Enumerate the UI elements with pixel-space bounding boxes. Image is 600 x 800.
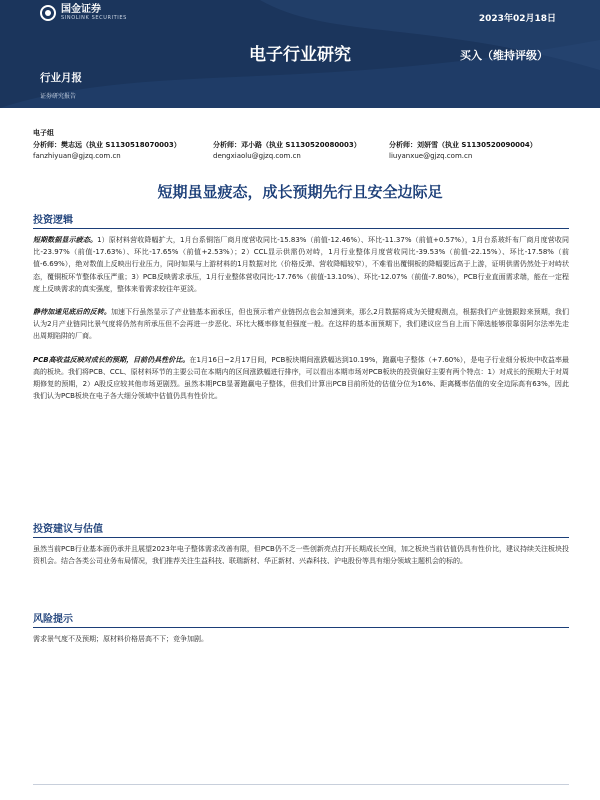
paragraph-lead: 短期数据显示疲态。 bbox=[33, 236, 98, 244]
analyst-email[interactable]: dengxiaolu@gjzq.com.cn bbox=[213, 152, 301, 160]
report-header bbox=[0, 0, 600, 108]
report-date: 2023年02月18日 bbox=[478, 14, 556, 24]
logo-circle-icon bbox=[40, 5, 56, 21]
paragraph bbox=[33, 354, 569, 403]
footer-divider bbox=[33, 784, 569, 785]
paragraph bbox=[33, 543, 569, 567]
analyst-name: 分析师：樊志远（执业 S1130518070003） bbox=[33, 141, 181, 149]
analyst-3 bbox=[389, 140, 537, 162]
paragraph-body: 虽然当前PCB行业基本面仍承并且展望2023年电子整体需求改善有限，但PCB仍不乏一些创新亮点打开长期成长空间，加之板块当前估值仍具有性价比，建议持续关注板块投资机会。结合各类公司业务布局情况，我们推荐关注生益科技、联瑞新材、华正新材、兴森科技、沪电股份等具有细分领域主题机会的标的。 bbox=[33, 545, 569, 566]
analyst-2 bbox=[213, 140, 361, 162]
analyst-email[interactable]: fanzhiyuan@gjzq.com.cn bbox=[33, 152, 121, 160]
section-title: 投资逻辑 bbox=[33, 211, 569, 229]
paragraph bbox=[33, 306, 569, 343]
analyst-name: 分析师：刘妍雪（执业 S1130520090004） bbox=[389, 141, 537, 149]
section-investment-advice bbox=[33, 520, 569, 578]
paragraph-lead: 静待加速见底后的反转。 bbox=[33, 308, 111, 317]
analyst-group-label: 电子组 bbox=[33, 129, 54, 137]
logo-en-text: SINOLINK SECURITIES bbox=[61, 15, 127, 21]
section-title: 投资建议与估值 bbox=[33, 520, 569, 538]
paragraph bbox=[33, 633, 569, 645]
sinolink-logo bbox=[40, 4, 127, 21]
logo-cn-text: 国金证券 bbox=[61, 4, 101, 15]
report-headline: 短期虽显疲态，成长预期先行且安全边际足 bbox=[157, 183, 443, 201]
paragraph-body: 在1月16日~2月17日间，PCB板块期间涨跌幅达到10.19%，跑赢电子整体（+7.60%），是电子行业细分板块中收益率最高的板块。我们将PCB、CCL、原材料环节的主要公司在本期内的区间涨跌幅进行排序，可以看出本期市场对PCB板块的投资偏好主要有两个特点：1）对成长的预期大于对周期修复的预期，2）A股反应较其他市场更剧烈。虽然本期PCB显著跑赢电子整体，但我们计算出PCB目前所处的估值分位为16%、距离概率估值的安全边际高有63%，因此我们认为PCB板块在电子各大细分领域中估值仍具有性价比。 bbox=[33, 355, 569, 401]
report-type-tag: 行业月报 bbox=[40, 72, 82, 84]
section-title: 风险提示 bbox=[33, 610, 569, 628]
analyst-email[interactable]: liuyanxue@gjzq.com.cn bbox=[389, 152, 473, 160]
paragraph-body: 1）原材料营收降幅扩大，1月台系铜箔厂商月度营收同比-15.83%（前值-12.46%）、环比-11.37%（前值+0.57%），1月台系玻纤布厂商月度营收同比-23.97%（前值-17.63%）、环比-17.65%（前值+2.53%）；2）CCL显示供需仍对峙，1月行业整体月度营收同比-39.53%（前值-22.15%）、环比-17.58%（前值-6.69%），绝对数值上反映出行业压力，同时如果与上游材料的1月数据对比（价格反弹、营收降幅较窄），不难看出覆铜板的降幅要远高于上游，证明供需仍然处于对峙状态，覆铜板环节整体承压严重；3）PCB反映需求承压，1月行业整体营收同比-17.76%（前值-13.10%）、环比-12.07%（前值-7.80%），PCB行业直面需求端，能在一定程度上反映需求的真实强度，整体来看需求较往年更淡。 bbox=[33, 236, 569, 293]
section-risk bbox=[33, 610, 569, 656]
paragraph-body: 需求景气度不及预期；原材料价格居高不下；竞争加剧。 bbox=[33, 635, 208, 643]
analyst-1 bbox=[33, 140, 181, 162]
paragraph-body: 加速下行虽然显示了产业链基本面承压，但也预示着产业链拐点也会加速到来，那么2月数据将成为关键观测点，根据我们产业链跟踪来预期，我们认为2月产业链同比景气度将仍然有所承压但不会再进一步恶化、环比大概率修复但强度一般。在这样的基本面预期下，我们建议应当自上而下筛选能够很靠弱阿尔法率先走出周期陷阱的厂商。 bbox=[33, 308, 570, 341]
paragraph bbox=[33, 234, 569, 295]
report-subtype-tag: 证券研究报告 bbox=[40, 93, 77, 100]
report-category-title: 电子行业研究 bbox=[249, 45, 351, 65]
rating-badge: 买入（维持评级） bbox=[460, 49, 548, 62]
paragraph-lead: PCB高收益反映对成长的预期，目前仍具性价比。 bbox=[33, 355, 190, 364]
analyst-name: 分析师：邓小路（执业 S1130520080003） bbox=[213, 141, 361, 149]
section-investment-logic bbox=[33, 211, 569, 413]
